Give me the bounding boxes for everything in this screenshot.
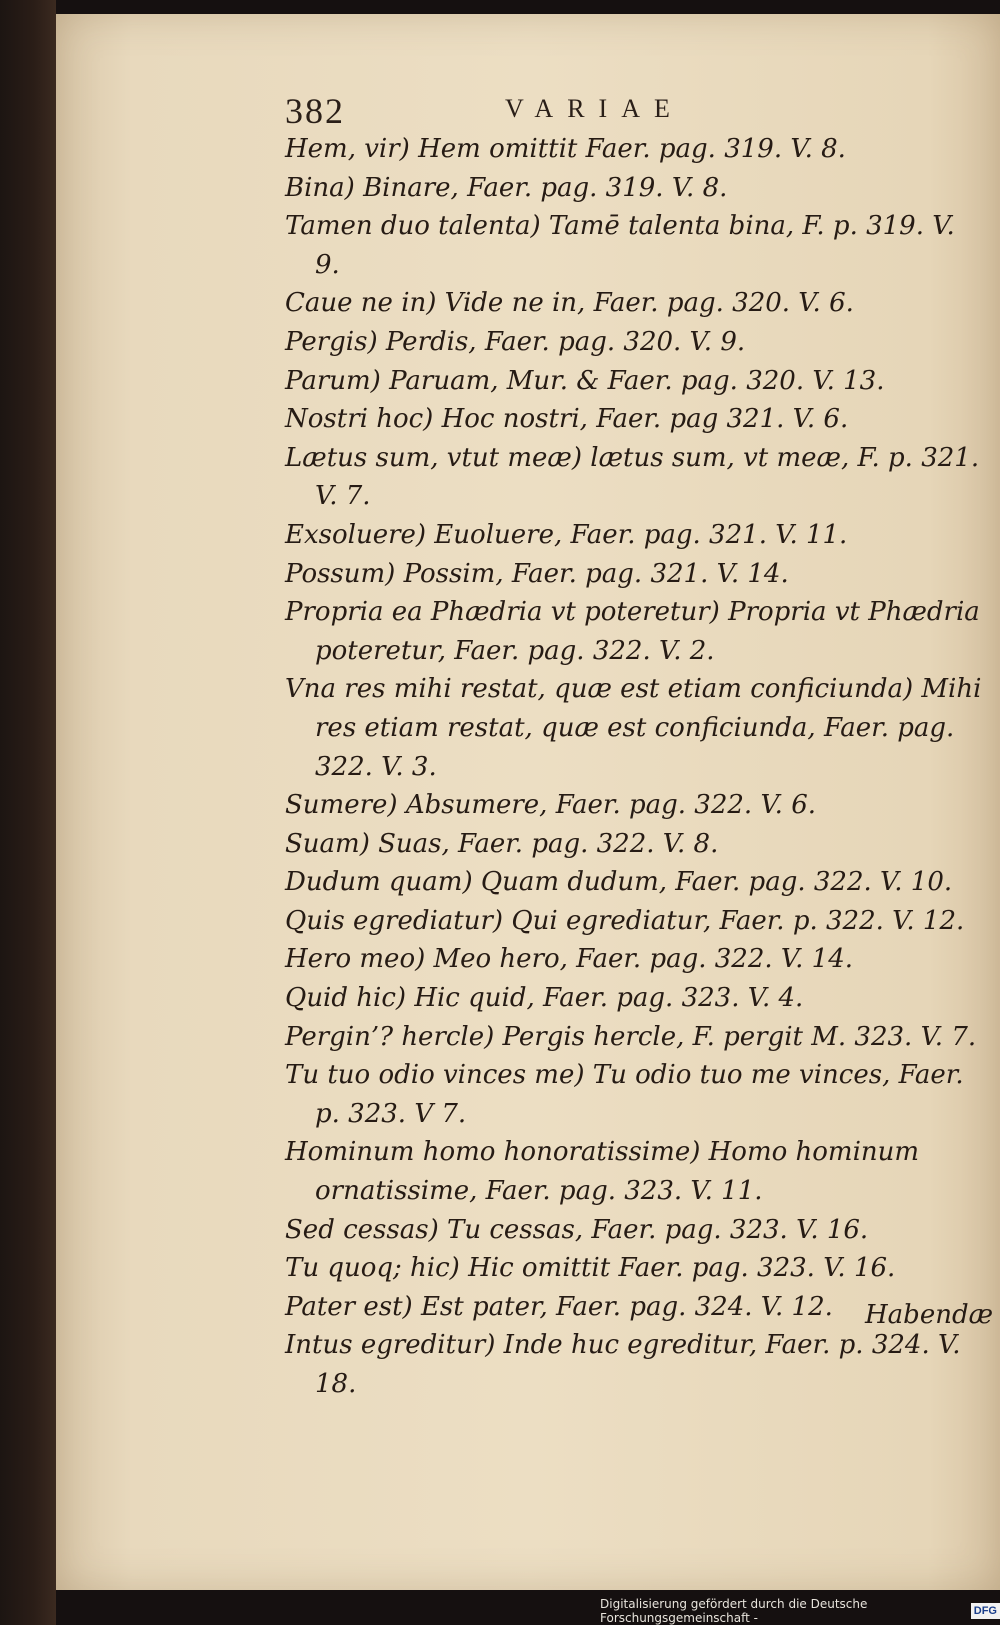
funding-credit	[600, 1597, 1000, 1625]
list-item: Suam) Suas, Faer. pag. 322. V. 8.	[285, 828, 719, 859]
list-item: Tu quoq; hic) Hic omittit Faer. pag. 323. V. 16.	[285, 1253, 896, 1284]
list-item: Caue ne in) Vide ne in, Faer. pag. 320. V. 6.	[285, 288, 854, 319]
list-item: Propria ea Phædria vt poteretur) Propria vt Phædria poteretur, Faer. pag. 322. V. 2.	[285, 597, 980, 666]
list-item: Tamen duo talenta) Tamē talenta bina, F. p. 319. V. 9.	[285, 211, 955, 280]
list-item: Parum) Paruam, Mur. & Faer. pag. 320. V. 13.	[285, 365, 885, 396]
list-item: Hominum homo honoratissime) Homo hominum ornatissime, Faer. pag. 323. V. 11.	[285, 1137, 920, 1207]
list-item: Vna res mihi restat, quæ est etiam conficiunda) Mihi res etiam restat, quæ est conficiunda, Faer. pag. 322. V. 3.	[285, 674, 982, 782]
list-item: Intus egreditur) Inde huc egreditur, Faer. p. 324. V. 18.	[285, 1330, 961, 1399]
list-item: Pater est) Est pater, Faer. pag. 324. V. 12.	[285, 1291, 833, 1322]
list-item: Pergis) Perdis, Faer. pag. 320. V. 9.	[285, 326, 746, 357]
list-item: Tu tuo odio vinces me) Tu odio tuo me vinces, Faer. p. 323. V 7.	[285, 1060, 964, 1129]
funding-credit-text: Digitalisierung gefördert durch die Deutsche Forschungsgemeinschaft -	[600, 1597, 868, 1625]
list-item: Possum) Possim, Faer. pag. 321. V. 14.	[285, 558, 789, 589]
list-item: Exsoluere) Euoluere, Faer. pag. 321. V. 11.	[285, 519, 848, 550]
variant-readings-list	[285, 130, 985, 1404]
list-item: Quid hic) Hic quid, Faer. pag. 323. V. 4.	[285, 983, 804, 1014]
list-item: Lætus sum, vtut meæ) lætus sum, vt meæ, F. p. 321. V. 7.	[285, 442, 980, 512]
list-item: Dudum quam) Quam dudum, Faer. pag. 322. V. 10.	[285, 867, 953, 898]
list-item: Nostri hoc) Hoc nostri, Faer. pag 321. V. 6.	[285, 404, 849, 435]
page-header	[285, 90, 985, 130]
list-item: Quis egrediatur) Qui egrediatur, Faer. p. 322. V. 12.	[285, 905, 965, 936]
catchword: Habendæ	[865, 1300, 994, 1330]
list-item: Sumere) Absumere, Faer. pag. 322. V. 6.	[285, 790, 817, 821]
dfg-logo: DFG	[971, 1603, 1000, 1619]
running-head: VARIAE	[505, 94, 684, 123]
list-item: Hem, vir) Hem omittit Faer. pag. 319. V. 8.	[285, 134, 846, 164]
book-spine-edge	[0, 0, 56, 1625]
list-item: Pergin’? hercle) Pergis hercle, F. pergit M. 323. V. 7.	[285, 1021, 977, 1052]
page-number: 382	[285, 91, 345, 131]
list-item: Bina) Binare, Faer. pag. 319. V. 8.	[285, 172, 728, 203]
list-item: Hero meo) Meo hero, Faer. pag. 322. V. 14.	[285, 944, 854, 975]
list-item: Sed cessas) Tu cessas, Faer. pag. 323. V. 16.	[285, 1214, 869, 1245]
